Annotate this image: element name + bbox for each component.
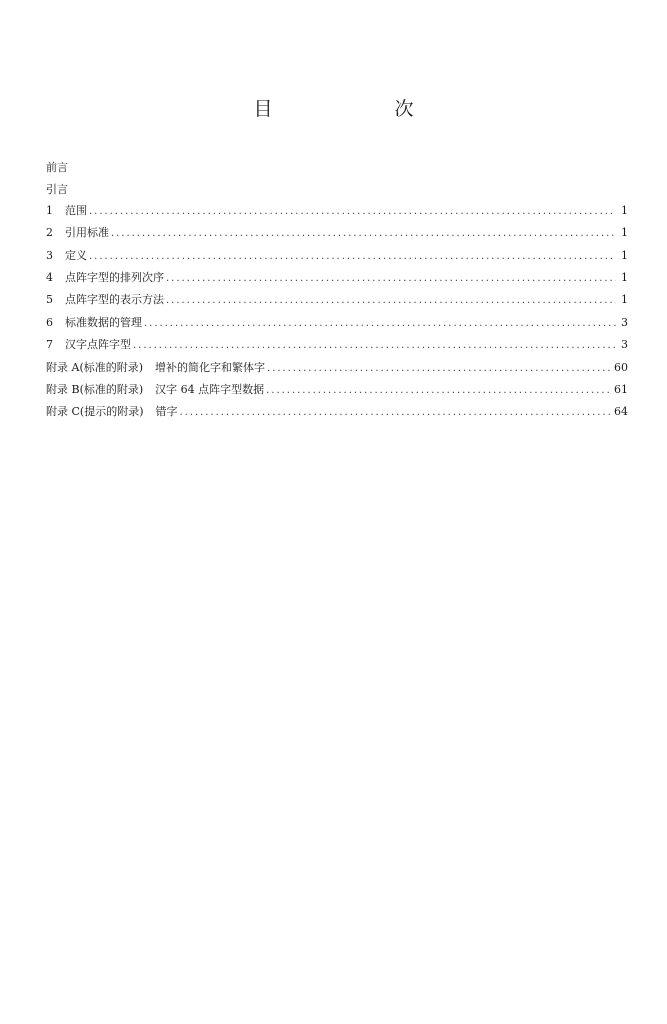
toc-dot-leader xyxy=(166,295,616,306)
toc-entry-number: 7 xyxy=(46,338,53,352)
toc-entry-number: 1 xyxy=(46,203,53,217)
toc-entry-page: 64 xyxy=(614,405,628,419)
toc-entry-appendix-b[interactable] xyxy=(46,381,628,403)
toc-dot-leader xyxy=(266,385,612,396)
toc-entry-page: 1 xyxy=(621,270,628,284)
toc-dot-leader xyxy=(166,273,616,284)
toc-entry-label: 附录 A(标准的附录) xyxy=(46,360,144,374)
toc-entry-number: 3 xyxy=(46,248,53,262)
toc-entry-page: 1 xyxy=(621,203,628,217)
toc-entry-page: 1 xyxy=(621,248,628,262)
toc-entry-label: 引用标准 xyxy=(65,226,109,240)
toc-entry-label: 标准数据的管理 xyxy=(65,315,142,329)
table-of-contents xyxy=(46,157,628,426)
toc-dot-leader xyxy=(180,407,613,418)
toc-entry-label: 附录 C(提示的附录) xyxy=(46,405,144,419)
toc-entry-number: 4 xyxy=(46,270,53,284)
toc-entry-arrangement-order[interactable] xyxy=(46,269,628,291)
toc-introduction[interactable]: 引言 xyxy=(46,183,68,197)
toc-entry-page: 60 xyxy=(614,360,628,374)
toc-entry-subtitle: 错字 xyxy=(155,405,178,419)
toc-entry-page: 61 xyxy=(614,382,628,396)
toc-entry-label: 点阵字型的表示方法 xyxy=(65,293,164,307)
toc-entry-subtitle: 增补的简化字和繁体字 xyxy=(155,360,266,374)
toc-entry-data-management[interactable] xyxy=(46,314,628,336)
toc-entry-page: 3 xyxy=(621,338,628,352)
toc-entry-label: 范围 xyxy=(65,203,87,217)
toc-entry-subtitle: 汉字 64 点阵字型数据 xyxy=(155,382,265,396)
toc-entry-page: 1 xyxy=(621,293,628,307)
toc-dot-leader xyxy=(89,206,616,217)
toc-dot-leader xyxy=(111,228,616,239)
toc-entry-number: 6 xyxy=(46,315,53,329)
toc-entry-dot-matrix-glyphs[interactable] xyxy=(46,336,628,358)
toc-entry-appendix-a[interactable] xyxy=(46,359,628,381)
toc-entry-page: 1 xyxy=(621,226,628,240)
toc-dot-leader xyxy=(267,363,612,374)
toc-entry-scope[interactable] xyxy=(46,202,628,224)
toc-dot-leader xyxy=(133,340,616,351)
toc-entry-representation[interactable] xyxy=(46,291,628,313)
toc-entry-label: 定义 xyxy=(65,248,87,262)
toc-entry-label: 点阵字型的排列次序 xyxy=(65,270,164,284)
toc-entry-definitions[interactable] xyxy=(46,247,628,269)
toc-preface[interactable]: 前言 xyxy=(46,161,68,174)
toc-entry-number: 2 xyxy=(46,226,53,240)
toc-entry-references[interactable] xyxy=(46,224,628,246)
toc-entry-number: 5 xyxy=(46,293,53,307)
toc-entry-page: 3 xyxy=(621,315,628,329)
toc-entry-appendix-c[interactable] xyxy=(46,403,628,425)
toc-entry-label: 汉字点阵字型 xyxy=(65,338,131,352)
toc-dot-leader xyxy=(89,251,616,262)
toc-entry-label: 附录 B(标准的附录) xyxy=(46,382,144,396)
toc-dot-leader xyxy=(144,318,616,329)
page-title: 目 次 xyxy=(253,98,472,120)
